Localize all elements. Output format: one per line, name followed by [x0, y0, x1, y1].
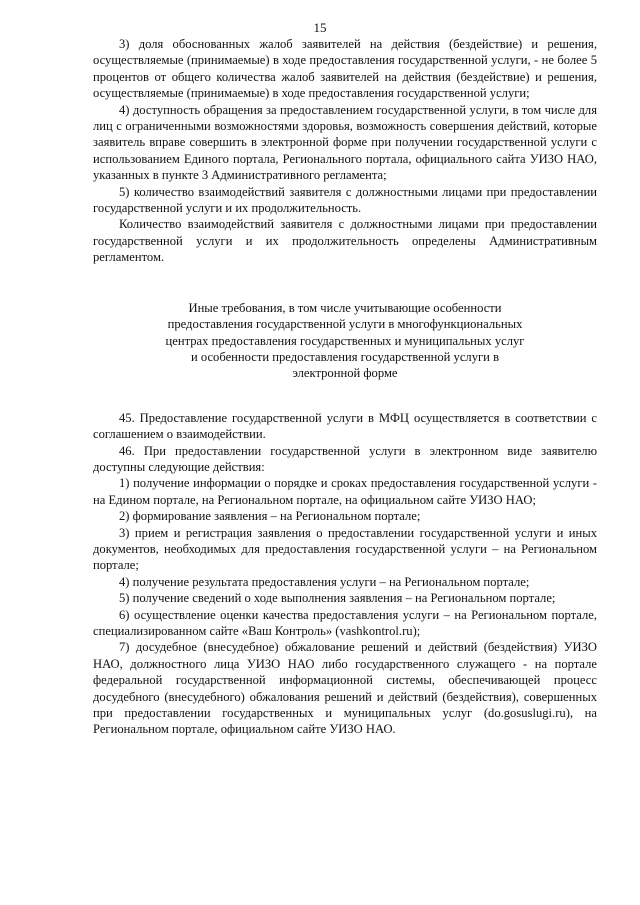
list-item-3: 3) прием и регистрация заявления о предоставлении государственной услуги и иных документов, необходимых для предоставления государственной услуги – на Региональном портале;: [93, 525, 597, 573]
section-heading: [93, 300, 597, 382]
heading-line: центрах предоставления государственных и муниципальных услуг: [165, 333, 525, 348]
list-item-7: 7) досудебное (внесудебное) обжалование решений и действий (бездействия) УИЗО НАО, должностного лица УИЗО НАО либо государственного служащего - на портале федеральной государственной информационной системы, обеспечивающей процесс досудебного (внесудебного) обжалования решений и действий (бездействия), совершенных при предоставлении государственных и муниципальных услуг (do.gosuslugi.ru), на Региональном портале, официальном сайте УИЗО НАО.: [93, 640, 597, 737]
paragraph-interactions-defined: Количество взаимодействий заявителя с должностными лицами при предоставлении государственной услуги и их продолжительность определены Административным регламентом.: [93, 217, 597, 265]
paragraph-45: 45. Предоставление государственной услуги в МФЦ осуществляется в соответствии с соглашением о взаимодействии.: [93, 410, 597, 442]
heading-line: и особенности предоставления государственной услуги в: [190, 349, 500, 364]
paragraph-46: 46. При предоставлении государственной услуги в электронном виде заявителю доступны следующие действия:: [93, 443, 597, 474]
heading-line: Иные требования, в том числе учитывающие особенности: [188, 300, 502, 315]
paragraph-quality-complaints: 3) доля обоснованных жалоб заявителей на действия (бездействие) и решения, осуществляемые (принимаемые) в ходе предоставления государственной услуги, - не более 5 процентов от общего количества жалоб заявителей на действия (бездействие) и решения, осуществляемые (принимаемые) в ходе предоставления государственной услуги;: [93, 37, 597, 101]
heading-line: предоставления государственной услуги в многофункциональных: [167, 317, 523, 332]
paragraph-interactions-count: 5) количество взаимодействий заявителя с должностными лицами при предоставлении государственной услуги и их продолжительность.: [93, 184, 597, 216]
paragraph-accessibility: 4) доступность обращения за предоставлением государственной услуги, в том числе для лиц с ограниченными возможностями здоровья, возможность совершения действий, которые заявитель вправе совершить в электронной форме при получении государственной услуги с использованием Единого портала, Регионального портала, официального сайта УИЗО НАО, указанных в пункте 3 Административного регламента;: [93, 102, 597, 183]
heading-line: электронной форме: [292, 366, 398, 381]
list-item-2: 2) формирование заявления – на Региональном портале;: [119, 509, 421, 524]
list-item-1: 1) получение информации о порядке и сроках предоставления государственной услуги - на Едином портале, на Региональном портале, на официальном сайте УИЗО НАО;: [93, 476, 597, 507]
page-number: 15: [313, 20, 327, 35]
document-body: [93, 36, 597, 738]
list-item-6: 6) осуществление оценки качества предоставления услуги – на Региональном портале, специализированном сайте «Ваш Контроль» (vashkontrol.ru);: [93, 607, 597, 638]
list-item-4: 4) получение результата предоставления услуги – на Региональном портале;: [119, 574, 530, 589]
list-item-5: 5) получение сведений о ходе выполнения заявления – на Региональном портале;: [119, 591, 556, 606]
